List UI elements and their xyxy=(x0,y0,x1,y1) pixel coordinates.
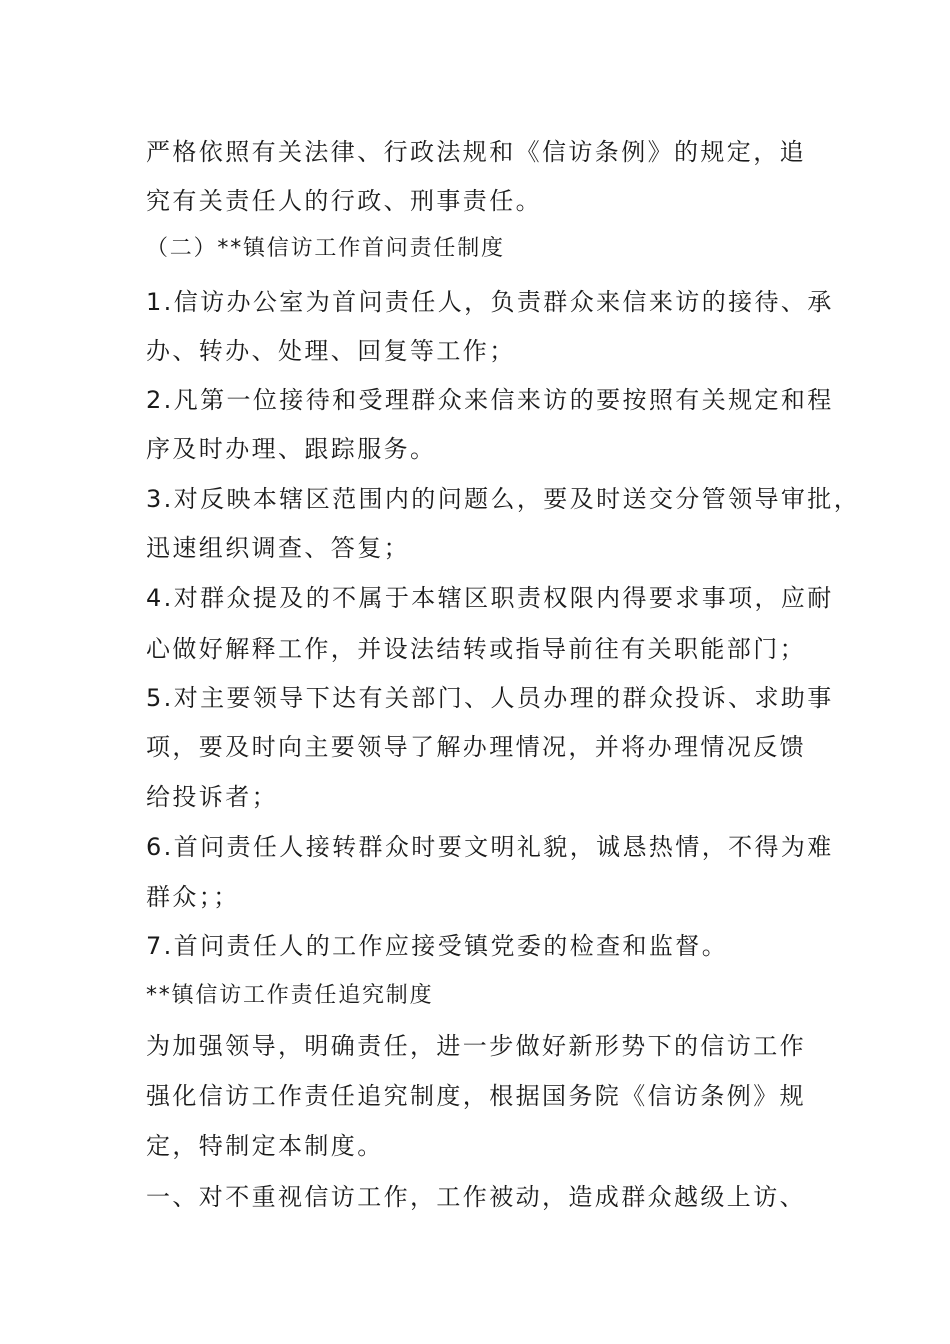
list-item: 3.对反映本辖区范围内的问题么，要及时送交分管领导审批， xyxy=(146,485,861,513)
text-line: 序及时办理、跟踪服务。 xyxy=(146,435,437,463)
section-heading: （二）**镇信访工作首问责任制度 xyxy=(146,236,505,261)
list-item: 4.对群众提及的不属于本辖区职责权限内得要求事项，应耐 xyxy=(146,584,834,612)
list-item: 6.首问责任人接转群众时要文明礼貌，诚恳热情，不得为难 xyxy=(146,833,834,861)
text-line: 强化信访工作责任追究制度，根据国务院《信访条例》规 xyxy=(146,1082,806,1110)
text-line: 为加强领导，明确责任，进一步做好新形势下的信访工作 xyxy=(146,1032,806,1060)
list-item: 2.凡第一位接待和受理群众来信来访的要按照有关规定和程 xyxy=(146,386,834,414)
text-line: 严格依照有关法律、行政法规和《信访条例》的规定，追 xyxy=(146,138,806,166)
text-line: 迅速组织调查、答复； xyxy=(146,534,410,562)
text-line: 定，特制定本制度。 xyxy=(146,1132,384,1160)
text-line: 心做好解释工作，并设法结转或指导前往有关职能部门； xyxy=(146,635,806,663)
list-item: 7.首问责任人的工作应接受镇党委的检查和监督。 xyxy=(146,932,729,960)
text-line: 究有关责任人的行政、刑事责任。 xyxy=(146,187,542,215)
section-heading: **镇信访工作责任追究制度 xyxy=(146,983,434,1008)
list-item: 5.对主要领导下达有关部门、人员办理的群众投诉、求助事 xyxy=(146,684,834,712)
text-line: 给投诉者； xyxy=(146,783,278,811)
text-line: 项，要及时向主要领导了解办理情况，并将办理情况反馈 xyxy=(146,733,806,761)
text-line: 办、转办、处理、回复等工作； xyxy=(146,337,516,365)
text-line: 群众；； xyxy=(146,883,240,911)
list-item: 1.信访办公室为首问责任人，负责群众来信来访的接待、承 xyxy=(146,288,834,316)
text-line: 一、对不重视信访工作，工作被动，造成群众越级上访、 xyxy=(146,1183,806,1211)
